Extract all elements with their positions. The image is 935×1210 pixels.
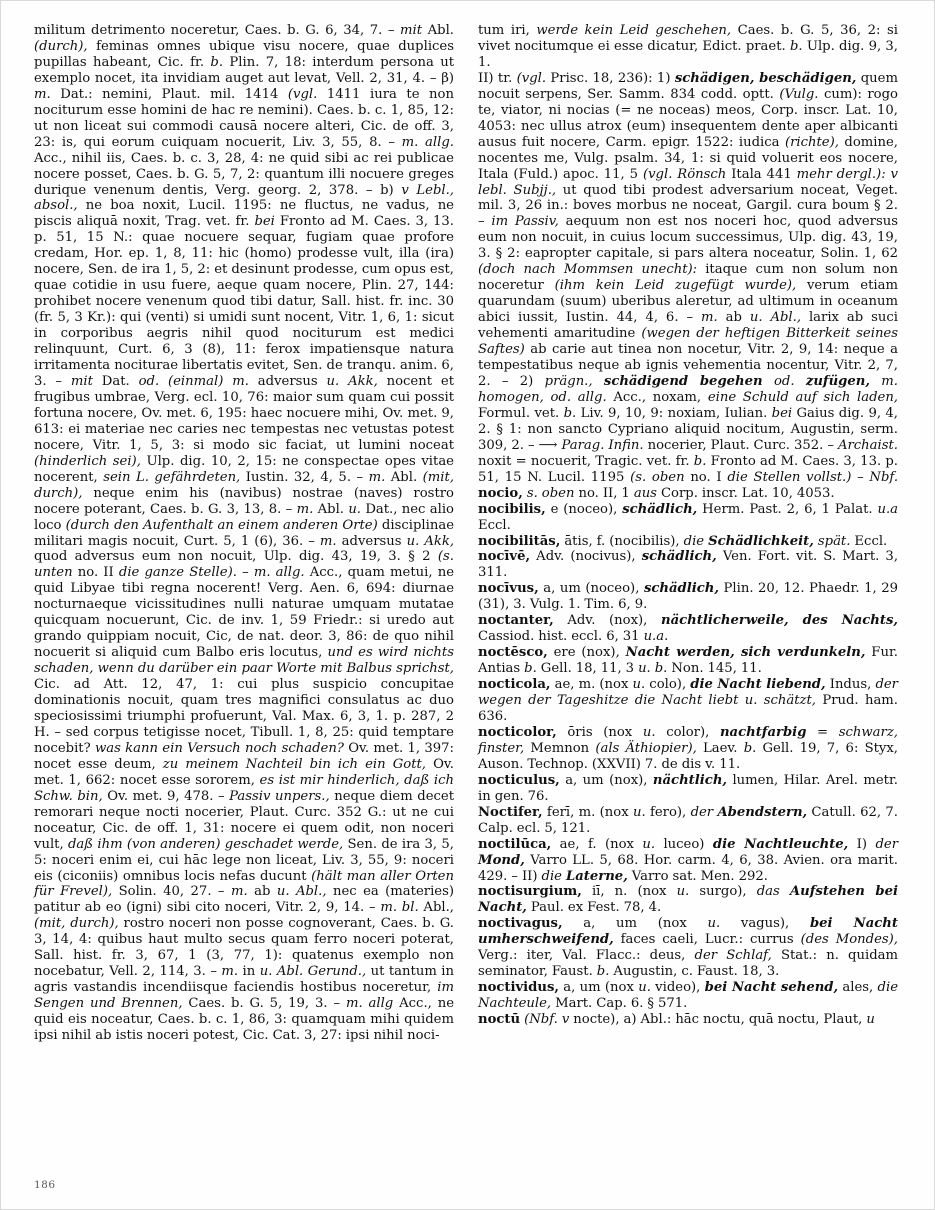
entry-text: itaque cum non solum non noceretur: [478, 262, 898, 294]
entry-text: (des Mondes),: [800, 932, 898, 948]
entry-text: (Vulg.: [779, 86, 819, 102]
entry-headword-or-gloss: nachtfarbig: [719, 724, 807, 740]
entry-text: Catull. 62, 7. Calp. ecl. 5, 121.: [478, 804, 898, 836]
entry-text: ferī, m. (nox: [542, 804, 633, 820]
entry-text: od.: [773, 373, 795, 389]
entry-text: u. Abl.,: [276, 884, 327, 900]
entry-text: [593, 374, 604, 389]
entry-text: m. allg.: [401, 134, 454, 150]
entry-text: Prud. ham. 636.: [478, 693, 898, 724]
entry-headword-or-gloss: nocio,: [478, 485, 523, 501]
dictionary-entry: [478, 549, 898, 581]
entry-text: die ganze Stelle).: [118, 565, 237, 581]
entry-text: u. Abl.,: [749, 310, 802, 326]
entry-text: luceo): [655, 836, 713, 852]
entry-headword-or-gloss: die Nachtleuchte,: [712, 836, 849, 852]
entry-text: surgo),: [689, 884, 757, 900]
entry-text: Stat.: n. quidam seminator, Faust.: [478, 948, 898, 980]
entry-headword-or-gloss: Laterne,: [565, 868, 628, 884]
entry-text: Formul. vet.: [478, 405, 564, 421]
entry-text: Cic. ad Att. 12, 47, 1: cui plus suspicio concupitae dominationis nocuit, quam tres magnifici consulatus ac duo speciosissimi triumphi profuerunt, Val. Max. 6, 3, 1. p. 287, 2 H. – sed corpus tetigisse nocet, Tibull. 1, 8, 25: quid temptare nocebit?: [34, 677, 454, 756]
entry-text: daß ihm (von anderen) geschadet werde,: [67, 836, 344, 852]
entry-text: ab: [247, 884, 277, 900]
entry-text: ere (nox),: [547, 645, 626, 661]
entry-text: [870, 374, 881, 389]
entry-text: Laev.: [696, 740, 744, 756]
entry-text: ātis, f. (nocibilis),: [560, 533, 684, 549]
entry-text: I): [848, 836, 876, 852]
entry-text: Abl.: [313, 501, 349, 517]
entry-headword-or-gloss: zufügen,: [805, 373, 870, 389]
right-column: [478, 23, 898, 1210]
entry-text: das: [756, 884, 780, 900]
entry-text: v Lebl., absol.,: [34, 182, 454, 214]
entry-text: Iustin. 32, 4, 5. –: [240, 469, 369, 485]
entry-text: ōris (nox: [556, 724, 643, 740]
entry-text: (vgl.: [516, 70, 547, 86]
entry-text: m. allg.: [253, 565, 305, 581]
entry-text: nocent et frugibus umbrae, Verg. ecl. 10, 76: maior sum quam cui possit fortuna nocere, Ov. met. 6, 195: haec nocuere mihi, Ov. met. 9, 613: ei materiae nec caries nec tempestas nec vetustas potest nocere, Vitr. 1, 5, 3: si modo sic faciat, ut lumini noceat: [34, 373, 454, 453]
entry-headword-or-gloss: nocticolor,: [478, 724, 557, 740]
entry-text: (mit, durch),: [34, 469, 455, 501]
entry-text: die Stellen vollst.): [727, 469, 852, 485]
dictionary-entry: [478, 980, 898, 1012]
entry-text: b.: [789, 38, 803, 54]
entry-text: u.: [632, 804, 646, 820]
entry-headword-or-gloss: nächtlich,: [652, 772, 727, 788]
entry-text: Plin. 7, 18: interdum persona ut exemplo nocet, ita invidiam auget aut levat, Vell. 2, 31, 4. – β): [34, 54, 454, 86]
entry-text: u. Akk,: [406, 533, 455, 549]
entry-text: ut tantum in agris vastandis incendiisque faciendis hostibus noceretur,: [34, 964, 455, 996]
entry-text: der Schlaf,: [694, 948, 772, 964]
entry-text: tum iri,: [478, 23, 537, 38]
entry-text: Passiv unpers.,: [229, 788, 330, 804]
entry-text: ab carie aut tinea non nocetur, Vitr. 2, 9, 14: neque a tempestatibus neque ab ignis vehementia nocentur, Vitr. 2, 7, 2. – 2): [478, 342, 898, 389]
entry-text: u.: [348, 501, 361, 517]
entry-text: [795, 374, 806, 389]
entry-text: mit: [70, 373, 93, 389]
entry-headword-or-gloss: bei Nacht umherschweifend,: [478, 916, 898, 948]
page-columns: [1, 1, 935, 1210]
entry-text: m.: [296, 501, 314, 517]
entry-headword-or-gloss: noctilūca,: [478, 836, 552, 852]
entry-text: Itala 441: [726, 166, 797, 182]
entry-text: u.: [642, 836, 656, 852]
dictionary-entry: [478, 23, 898, 71]
entry-text: Acc., nihil iis, Caes. b. c. 3, 28, 4: ne quid sibi ac rei publicae nocere posset, Caes. b. G. 5, 7, 2: quantum illi nocuere greges durique venenum dentis, Verg. georg. 2, 378. – b): [34, 150, 454, 198]
entry-text: u. Abl. Gerund.,: [259, 964, 367, 980]
entry-text: m.: [368, 469, 386, 485]
entry-text: Fronto ad M. Caes. 3, 13. p. 51, 15 N.: quae nocuere sequar, fugiam quae profore credam, Hor. ep. 1, 8, 11: hic (homo) prodesse vult, illa (ira) nocere, Sen. de ira 1, 5, 2: et desinunt prodesse, cum opus est, quae cotidie in usu fuere, aeque quam nocere, Plin. 27, 144: prohibet nocere venenum quod tibi datur, Sall. hist. fr. inc. 30 (fr. 5, 3 Kr.): qui (venti) si umidi sunt nocent, Vitr. 1, 6, 1: sicut in corporibus aegris nihil quod nociturum est medici relinquunt, Curt. 6, 3 (8), 11: ferox impatiensque natura irritamenta nociturae libertatis evitet, Sen. de tranqu. anim. 6, 3. –: [34, 214, 454, 389]
dictionary-entry: [478, 581, 898, 613]
dictionary-entry: [478, 725, 898, 773]
entry-text: u. b.: [638, 661, 668, 677]
dictionary-entry: [478, 502, 898, 534]
entry-text: a, um (nox: [559, 980, 639, 996]
entry-text: larix ab suci vehementi amaritudine: [478, 310, 898, 342]
entry-text: Varro LL. 5, 68. Hor. carm. 4, 6, 38. Avien. ora marit. 429. – II): [478, 852, 898, 884]
entry-text: Archaist.: [837, 437, 898, 453]
entry-text: fero),: [645, 804, 691, 820]
entry-text: werde kein Leid geschehen,: [536, 23, 732, 38]
entry-text: faces caeli, Lucr.: currus: [613, 932, 801, 948]
dictionary-entry: [478, 916, 898, 980]
entry-text: Abl.: [385, 469, 423, 485]
entry-text: iī, n. (nox: [581, 884, 677, 900]
entry-text: domine, nocentes me, Vulg. psalm. 34, 1: si quid voluerit eos nocere, Itala (Fuld.) apoc. 11, 5: [478, 134, 898, 182]
entry-text: (hält man aller Orten für Frevel),: [34, 868, 454, 900]
dictionary-entry: [478, 677, 898, 725]
entry-text: (s. oben: [630, 469, 685, 485]
entry-text: (doch nach Mommsen unecht):: [478, 262, 698, 278]
entry-text: adversus: [336, 533, 407, 549]
entry-text: eine Schuld auf sich laden,: [707, 389, 899, 405]
entry-text: color),: [655, 724, 720, 740]
entry-text: disciplinae militari magis nocuit, Curt. 5, 1 (6), 36. –: [34, 517, 454, 549]
entry-text: (vgl.: [287, 86, 318, 102]
entry-text: Acc., noxam,: [606, 389, 708, 405]
dictionary-entry: [478, 884, 898, 916]
dictionary-entry: [34, 23, 454, 1044]
entry-text: bei: [254, 214, 275, 230]
entry-text: u.: [638, 980, 651, 996]
entry-text: Ov. met. 1, 662: nocet esse sororem,: [34, 756, 454, 788]
entry-text: b.: [524, 661, 537, 677]
entry-text: die: [683, 533, 705, 549]
entry-text: Herm. Past. 2, 6, 1 Palat.: [697, 501, 878, 517]
entry-text: prägn.,: [544, 373, 593, 389]
entry-text: video),: [650, 980, 705, 996]
entry-text: Sen. de ira 3, 5, 5: noceri enim ei, cui hāc lege non liceat, Liv. 3, 55, 9: noceri eis (ciconiis) omnibus locis nefas ducunt: [34, 836, 454, 884]
entry-text: (mit, durch),: [34, 916, 119, 932]
entry-text: ab: [717, 310, 750, 326]
entry-text: a, um (nox),: [559, 772, 653, 788]
entry-text: Parag. Infin.: [561, 437, 644, 453]
entry-text: Dat.: nemini, Plaut. mil. 1414: [50, 86, 288, 102]
entry-text: ne boa noxit, Lucil. 1195: ne fluctus, ne vadus, ne piscis aliquā noxit, Trag. vet. fr.: [34, 198, 454, 230]
entry-headword-or-gloss: Noctifer,: [478, 804, 543, 820]
entry-text: (wegen der heftigen Bitterkeit seines Saftes): [478, 326, 899, 358]
entry-text: no. II, 1: [574, 485, 634, 501]
entry-headword-or-gloss: nocibilis,: [478, 501, 546, 517]
entry-text: od. (einmal) m.: [138, 373, 249, 389]
entry-text: s. oben: [526, 485, 575, 501]
entry-text: Cassiod. hist. eccl. 6, 31: [478, 629, 644, 645]
entry-text: b.: [693, 453, 707, 469]
entry-text: ae, m. (nox: [550, 677, 633, 693]
entry-text: feminas omnes ubique visu nocere, quae duplices pupillas habeant, Cic. fr.: [34, 38, 454, 70]
entry-text: ae, f. (nox: [551, 836, 643, 852]
entry-text: (richte),: [784, 134, 839, 150]
entry-text: die Nachteule,: [478, 980, 898, 1012]
entry-text: Dat., nec alio loco: [34, 501, 454, 533]
entry-headword-or-gloss: die Nacht liebend,: [690, 677, 826, 693]
entry-text: Acc., quam metui, ne quid Libyae tibi regna nocerent! Verg. Aen. 6, 694: diurnae nocturnaeque vicissitudines nulli naturae umquam mutatae quicquam nocuerunt, Cic. de inv. 1, 59 Friedr.: si uredo aut grando quippiam nocuit, Cic, de nat. deor. 3, 86: de quo nihil nocuerit si aliquid cum Balbo eris locutus,: [34, 565, 455, 661]
entry-text: b.: [210, 54, 224, 70]
entry-text: spät.: [817, 533, 851, 549]
entry-text: Ven. Fort. vit. S. Mart. 3, 311.: [478, 549, 899, 581]
entry-text: [780, 884, 790, 899]
entry-text: Acc., ne quid eis noceatur, Caes. b. c. 1, 86, 3: quamquam mihi quidem ipsi nihil ab istis noceri potest, Cic. Cat. 3, 27: ipsi nihil noci-: [34, 996, 455, 1044]
entry-headword-or-gloss: noctēsco,: [478, 645, 548, 661]
entry-headword-or-gloss: nächtlicherweile, des Nachts,: [661, 613, 899, 629]
entry-text: Mart. Cap. 6. § 571.: [551, 996, 688, 1012]
entry-text: Gell. 19, 7, 6: Styx, Auson. Technop. (XXVII) 7. de dis v. 11.: [478, 740, 898, 772]
entry-text: no. II: [72, 565, 119, 581]
entry-text: nocte), a) Abl.: hāc noctu, quā noctu, Plaut,: [569, 1012, 867, 1028]
entry-text: b.: [596, 964, 610, 980]
dictionary-entry: [478, 837, 898, 885]
entry-text: b.: [743, 740, 757, 756]
entry-text: Varro sat. Men. 292.: [627, 868, 768, 884]
entry-text: Indus,: [825, 677, 876, 693]
entry-text: adversus: [248, 373, 327, 389]
entry-text: Ulp. dig. 10, 2, 15: ne conspectae opes vitae nocerent,: [34, 453, 454, 485]
entry-headword-or-gloss: nocibilitās,: [478, 533, 561, 549]
entry-text: m.: [319, 533, 337, 549]
entry-text: im Passiv,: [491, 214, 559, 230]
entry-text: m.: [700, 310, 718, 326]
entry-text: Liv. 9, 10, 9: noxiam, Iulian.: [576, 405, 772, 421]
entry-headword-or-gloss: schädigen, beschädigen,: [674, 70, 857, 86]
entry-text: Non. 145, 11.: [667, 661, 762, 677]
entry-text: m.: [221, 964, 239, 980]
entry-text: Prisc. 18, 236): 1): [546, 70, 675, 86]
entry-text: schwarz, finster,: [478, 724, 898, 756]
entry-headword-or-gloss: nocīvē,: [478, 549, 531, 565]
entry-headword-or-gloss: noctanter,: [478, 613, 554, 629]
entry-text: mehr dergl.): v lebl. Subjj.,: [478, 166, 898, 198]
page-number: 186: [34, 1179, 56, 1191]
entry-headword-or-gloss: noctividus,: [478, 980, 560, 996]
entry-text: –: [851, 469, 870, 485]
entry-text: Verg.: iter, Val. Flacc.: deus,: [478, 948, 695, 964]
entry-text: aequum non est nos noceri hoc, quod adversus eum non nocuit, in cuius locum successimus, Ulp. dig. 43, 19, 3. § 2: eapropter capitale, si pars altera noceatur, Solin. 1, 62: [478, 214, 898, 262]
entry-text: Ov. met. 1, 397: nocet esse deum,: [34, 740, 454, 772]
entry-text: mit: [400, 23, 423, 38]
entry-text: was kann ein Versuch noch schaden?: [94, 740, 344, 756]
entry-headword-or-gloss: noctivagus,: [478, 916, 563, 932]
entry-text: m.: [34, 86, 51, 102]
entry-text: u.: [632, 677, 646, 693]
entry-text: e (noceo),: [545, 501, 623, 517]
entry-text: Dat.: [92, 373, 139, 389]
entry-headword-or-gloss: Abendstern,: [717, 804, 808, 820]
entry-headword-or-gloss: schädlich,: [641, 549, 717, 565]
entry-text: u. Akk,: [326, 373, 378, 389]
entry-text: Gell. 18, 11, 3: [536, 661, 639, 677]
entry-text: Adv. (nox),: [553, 613, 662, 629]
dictionary-entry: [478, 1012, 898, 1028]
entry-text: Gaius dig. 9, 4, 2. § 1: non sancto Cypriano aliquid nocitum, Augustin, serm. 309, 2. – ⟶: [478, 405, 898, 453]
entry-text: quem nocuit serpens, Ser. Samm. 834 codd. optt.: [478, 70, 898, 102]
entry-headword-or-gloss: noctū: [478, 1012, 521, 1028]
entry-text: m. homogen, od. allg.: [478, 373, 898, 405]
entry-text: Ov. met. 9, 478. –: [102, 788, 230, 804]
entry-headword-or-gloss: nocticola,: [478, 677, 551, 693]
entry-text: (ihm kein Leid zugefügt wurde),: [554, 278, 797, 294]
entry-text: u.a.: [643, 629, 669, 645]
entry-text: b.: [563, 405, 577, 421]
entry-text: u.a: [877, 501, 899, 517]
entry-text: (als Äthiopier),: [595, 740, 697, 756]
entry-text: Plin. 20, 12. Phaedr. 1, 29 (31), 3. Vulg. 1. Tim. 6, 9.: [478, 581, 898, 613]
entry-text: =: [806, 724, 839, 740]
entry-text: Solin. 40, 27. –: [112, 884, 231, 900]
entry-headword-or-gloss: bei Nacht sehend,: [704, 980, 839, 996]
entry-text: colo),: [645, 677, 691, 693]
entry-text: ut quod tibi prodest adversarium noceat, Veget. mil. 3, 26 in.: boves morbus ne noceat, Gargil. cura boum § 2. –: [478, 182, 898, 230]
entry-text: rostro noceri non posse cognoverant, Caes. b. G. 3, 14, 4: quibus haut multo secus quam ferro noceri poterat, Sall. hist. fr. 3, 67, 1 (3, 77, 1): quatenus exemplo non nocebatur, Vell. 2, 114, 3. –: [34, 916, 454, 980]
entry-headword-or-gloss: schädigend begehen: [603, 373, 763, 389]
entry-text: lumen, Hilar. Arel. metr. in gen. 76.: [478, 772, 899, 804]
entry-text: –: [236, 565, 254, 581]
entry-text: Caes. b. G. 5, 19, 3. –: [182, 996, 346, 1012]
entry-text: (durch),: [34, 38, 88, 54]
entry-text: Abl.: [422, 23, 454, 38]
entry-headword-or-gloss: Schädlichkeit,: [708, 533, 814, 549]
entry-text: 1411 iura te non nociturum esse homini de hac re nemini). Caes. b. c. 1, 85, 12: ut non liceat sui commodi causā nocere alteri, Cic. de off. 3, 23: is, qui eorum cuiquam nocuerit, Liv. 3, 55, 8. –: [34, 86, 454, 150]
entry-text: Augustin, c. Faust. 18, 3.: [609, 964, 780, 980]
entry-text: Adv. (nocivus),: [530, 549, 642, 565]
entry-text: m. allg: [345, 996, 394, 1012]
entry-headword-or-gloss: nocīvus,: [478, 581, 539, 597]
entry-text: es ist mir hinderlich, daß ich Schw. bin,: [34, 772, 454, 804]
entry-text: u: [866, 1012, 875, 1028]
entry-text: (hinderlich sei),: [34, 453, 141, 469]
entry-text: sein L. gefährdeten,: [103, 469, 241, 485]
entry-text: neque enim his (navibus) nostrae (naves) rostro nocere poterant, Caes. b. G. 3, 13, 8. –: [34, 485, 454, 517]
entry-text: Paul. ex Fest. 78, 4.: [526, 900, 662, 916]
entry-text: Nbf.: [869, 469, 899, 485]
entry-text: Fronto ad M. Caes. 3, 13. p. 51, 15 N. Lucil. 1195: [478, 453, 899, 485]
entry-text: no. I: [684, 469, 728, 485]
entry-headword-or-gloss: schädlich,: [643, 581, 719, 597]
entry-text: Memnon: [524, 740, 596, 756]
entry-headword-or-gloss: Mond,: [478, 852, 525, 868]
entry-text: der wegen der Tageshitze die Nacht liebt u. schätzt,: [478, 677, 898, 709]
entry-text: II) tr.: [478, 70, 517, 86]
dictionary-entry: [478, 645, 898, 677]
entry-text: noxit = nocuerit, Tragic. vet. fr.: [478, 453, 694, 469]
entry-headword-or-gloss: Aufstehen bei Nacht,: [478, 884, 899, 916]
entry-text: der: [875, 836, 899, 852]
entry-text: Eccl.: [850, 533, 888, 549]
entry-text: verum etiam quarundam (suum) uberibus aleretur, ad ultimum in oceanum abici iussit, Iustin. 44, 4, 6. –: [478, 278, 898, 326]
entry-text: (vgl. Rönsch: [642, 166, 727, 182]
entry-text: bei: [771, 405, 793, 421]
entry-text: u.: [707, 916, 721, 932]
entry-text: Eccl.: [478, 517, 511, 533]
entry-text: um detrimento noceretur, Caes. b. G. 6, 34, 7. –: [64, 23, 401, 38]
entry-text: im Sengen und Brennen,: [34, 980, 454, 1012]
dictionary-entry: [478, 773, 898, 805]
entry-text: u.: [676, 884, 690, 900]
entry-headword-or-gloss: noctisurgium,: [478, 884, 582, 900]
entry-headword-or-gloss: schädlich,: [622, 501, 698, 517]
entry-text: (durch den Aufenthalt an einem anderen Orte): [65, 517, 378, 533]
entry-text: neque diem decet remorari neque nocti nocerier, Plaut. Curc. 352 G.: ut ne cui noceatur, Cic. de off. 1, 31: nocere ei quem odit, non noceri vult,: [34, 788, 454, 852]
entry-text: cum): rogo te, viator, ni nocias (= ne noceas) meos, Corp. inscr. Lat. 10, 4053: nec ullus atrox (eum) insequentem dente aper albicanti ausus fuit nocere, Carm. epigr. 1522: iudica: [478, 86, 898, 150]
entry-text: zu meinem Nachteil bin ich ein Gott,: [162, 756, 426, 772]
entry-text: m. bl.: [380, 900, 419, 916]
entry-text: nec ea (materies) patitur ab eo (igni) sibi cito noceri, Vitr. 2, 9, 14. –: [34, 884, 455, 916]
entry-text: Ulp. dig. 9, 3, 1.: [478, 38, 898, 70]
entry-text: a, um (nox: [562, 916, 708, 932]
entry-text: u.: [642, 724, 656, 740]
entry-text: der: [690, 804, 714, 820]
entry-text: nocerier, Plaut. Curc. 352. –: [643, 437, 838, 453]
entry-text: aus: [633, 485, 657, 501]
entry-headword-or-gloss: Nacht werden, sich verdunkeln,: [625, 645, 866, 661]
entry-text: a, um (noceo),: [538, 581, 644, 597]
dictionary-entry: [478, 805, 898, 837]
dictionary-entry: [478, 613, 898, 645]
entry-text: Caes. b. G. 5, 36, 2: si vivet nocitumque ei esse dicatur, Edict. praet.: [478, 23, 898, 54]
entry-text: ales,: [838, 980, 878, 996]
entry-text: milit: [34, 23, 65, 38]
entry-text: Fur. Antias: [478, 645, 898, 677]
dictionary-entry: [478, 534, 898, 550]
entry-text: quod adversus eum non nocuit, Ulp. dig. 43, 19, 3. § 2: [34, 549, 438, 565]
entry-text: (Nbf. v: [524, 1012, 570, 1028]
entry-text: (s. unten: [34, 549, 454, 581]
entry-text: die: [541, 868, 562, 884]
left-column: [34, 23, 454, 1210]
entry-text: [763, 374, 774, 389]
entry-headword-or-gloss: nocticulus,: [478, 772, 560, 788]
dictionary-entry: [478, 71, 898, 502]
entry-text: Abl.,: [418, 900, 454, 916]
entry-text: m.: [230, 884, 248, 900]
entry-text: und es wird nichts schaden, wenn du darüber ein paar Worte mit Balbus sprichst,: [34, 645, 454, 677]
entry-text: vagus),: [720, 916, 810, 932]
entry-text: in: [238, 964, 260, 980]
entry-text: Corp. inscr. Lat. 10, 4053.: [656, 485, 835, 501]
